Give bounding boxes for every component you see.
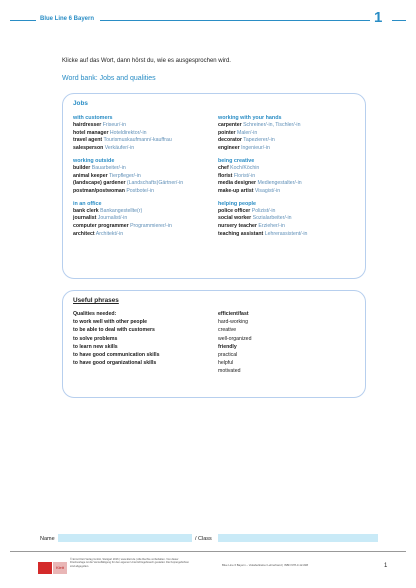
german-translation: Tapezierer/-in (241, 137, 275, 144)
jobs-left-column (73, 110, 213, 238)
phrase-item[interactable]: practical (218, 352, 238, 359)
category-heading: working outside (73, 157, 115, 164)
instructions: Klicke auf das Wort, dann hörst du, wie es ausgesprochen wird. (62, 58, 231, 64)
phrase-item[interactable]: creative (218, 327, 237, 334)
phrase-item[interactable]: motivated (218, 368, 241, 375)
word-entry[interactable] (73, 180, 213, 188)
german-translation: Verkäufer/-in (103, 145, 135, 152)
word-entry[interactable] (218, 215, 358, 223)
german-translation: Mediengestalter/-in (256, 180, 302, 187)
english-word[interactable]: make-up artist (218, 187, 254, 194)
german-translation: Sozialarbeiter/-in (251, 215, 292, 222)
word-entry[interactable] (218, 122, 358, 130)
footer-book-info: Blue Line 6 Bayern – Vokabeltrainer Lehrerband | ISBN 978-3-12-### (222, 563, 309, 567)
word-entry[interactable] (73, 173, 213, 181)
wordbank-title: Word bank: Jobs and qualities (62, 75, 156, 82)
word-entry[interactable] (73, 145, 213, 153)
klett-logo (38, 562, 52, 574)
word-entry[interactable] (73, 130, 213, 138)
german-translation: Visagist/-in (253, 187, 281, 194)
jobs-right-column (218, 110, 358, 238)
phrase-item[interactable]: to work well with other people (73, 319, 148, 326)
word-entry[interactable] (218, 231, 358, 239)
german-translation: Tourismuskaufmann/-kauffrau (102, 137, 172, 144)
phrase-item[interactable]: hard-working (218, 319, 248, 326)
german-translation: Bankangestellte(r) (98, 207, 143, 214)
category-heading: working with your hands (218, 115, 282, 121)
word-entry[interactable] (73, 208, 213, 216)
phrases-box (62, 290, 366, 398)
english-word[interactable]: hotel manager (73, 129, 109, 136)
german-translation: Friseur/-in (101, 122, 127, 128)
german-translation: Koch/Köchin (228, 164, 260, 171)
english-word[interactable]: engineer (218, 145, 240, 152)
german-translation: Florist/-in (232, 172, 256, 179)
word-entry[interactable] (218, 165, 358, 173)
header-rule-left (10, 20, 36, 21)
copyright-text: © Ernst Klett Verlag GmbH, Stuttgart 2016 | www.klett.de | Alle Rechte vorbehalten. Von dieser Druckvorlage ist die Vervielfältigung für den eigenen Unterrichtsgebrauch gestattet. Die Kopiergebühren sind abgegolten. (70, 558, 190, 568)
name-input[interactable] (58, 534, 192, 542)
word-entry[interactable] (218, 180, 358, 188)
german-translation: Erzieher/-in (256, 223, 285, 230)
german-translation: Tierpfleger/-in (107, 172, 141, 179)
unit-number: 1 (374, 9, 383, 26)
english-word[interactable]: pointer (218, 129, 236, 136)
english-word[interactable]: travel agent (73, 137, 103, 144)
english-word[interactable]: social worker (218, 215, 252, 222)
word-entry[interactable] (73, 165, 213, 173)
english-word[interactable]: nursery teacher (218, 223, 257, 230)
phrase-item[interactable]: friendly (218, 343, 237, 350)
word-entry[interactable] (73, 137, 213, 145)
english-word[interactable]: (landscape) gardener (73, 180, 126, 187)
english-word[interactable]: animal keeper (73, 172, 108, 179)
german-translation: Bauarbeiter/-in (90, 164, 126, 171)
phrases-heading: Useful phrases (73, 297, 119, 304)
german-translation: Postbote/-in (124, 187, 155, 194)
german-translation: Architekt/-in (94, 230, 124, 237)
category-heading: being creative (218, 157, 255, 164)
english-word[interactable]: salesperson (73, 145, 104, 152)
jobs-box (62, 93, 366, 279)
english-word[interactable]: police officer (218, 207, 251, 214)
category-heading: helping people (218, 200, 257, 207)
category-heading: with customers (73, 115, 113, 121)
class-label: / Class (195, 536, 212, 542)
english-word[interactable]: teaching assistant (218, 230, 264, 237)
english-word[interactable]: carpenter (218, 122, 242, 128)
word-entry[interactable] (218, 173, 358, 181)
german-translation: Hoteldirektor/-in (108, 129, 147, 136)
english-word[interactable]: postman/postwoman (73, 187, 125, 194)
jobs-heading: Jobs (73, 100, 88, 107)
english-word[interactable]: journalist (73, 215, 97, 222)
phrases-left-column (73, 310, 213, 367)
word-entry[interactable] (218, 188, 358, 196)
german-translation: Journalist/-in (96, 215, 128, 222)
english-word[interactable]: builder (73, 164, 91, 171)
phrase-item[interactable]: Qualities needed: (73, 311, 117, 317)
klett-logo-text: Klett (53, 562, 67, 574)
german-translation: Schreiner/-in, Tischler/-in (241, 122, 301, 128)
word-entry[interactable] (218, 223, 358, 231)
word-entry[interactable] (73, 188, 213, 196)
name-label: Name (40, 536, 55, 542)
german-translation: (Landschafts)Gärtner/-in (125, 180, 184, 187)
english-word[interactable]: florist (218, 172, 233, 179)
english-word[interactable]: media designer (218, 180, 257, 187)
word-entry[interactable] (73, 215, 213, 223)
phrase-item[interactable]: to learn new skills (73, 343, 118, 350)
german-translation: Programmierer/-in (128, 223, 172, 230)
word-entry[interactable] (218, 130, 358, 138)
page-number: 1 (384, 563, 388, 569)
word-entry[interactable] (73, 122, 213, 130)
footer-rule (10, 551, 406, 552)
english-word[interactable]: architect (73, 230, 95, 237)
word-entry[interactable] (218, 145, 358, 153)
category-heading: in an office (73, 200, 102, 207)
english-word[interactable]: computer programmer (73, 223, 129, 230)
header-rule-right (392, 20, 406, 21)
word-entry[interactable] (73, 223, 213, 231)
german-translation: Maler/-in (235, 129, 258, 136)
phrase-item[interactable]: helpful (218, 360, 234, 367)
english-word[interactable]: hairdresser (73, 122, 102, 128)
phrase-item[interactable]: to be able to deal with customers (73, 327, 155, 334)
phrase-item[interactable]: efficient/fast (218, 311, 249, 317)
phrase-item[interactable]: well-organized (218, 335, 252, 342)
german-translation: Lehrerassistent/-in (263, 230, 308, 237)
word-entry[interactable] (218, 208, 358, 216)
class-input[interactable] (218, 534, 378, 542)
english-word[interactable]: decorator (218, 137, 242, 144)
book-title: Blue Line 6 Bayern (40, 16, 95, 22)
phrase-item[interactable]: to solve problems (73, 335, 118, 342)
english-word[interactable]: chef (218, 164, 229, 171)
phrase-item[interactable]: to have good organizational skills (73, 360, 157, 367)
german-translation: Polizist/-in (250, 207, 276, 214)
phrase-item[interactable]: to have good communication skills (73, 352, 160, 359)
header-rule (100, 20, 370, 21)
word-entry[interactable] (218, 137, 358, 145)
english-word[interactable]: bank clerk (73, 207, 99, 214)
word-entry[interactable] (73, 231, 213, 239)
german-translation: Ingenieur/-in (239, 145, 270, 152)
phrases-right-column (218, 310, 358, 376)
